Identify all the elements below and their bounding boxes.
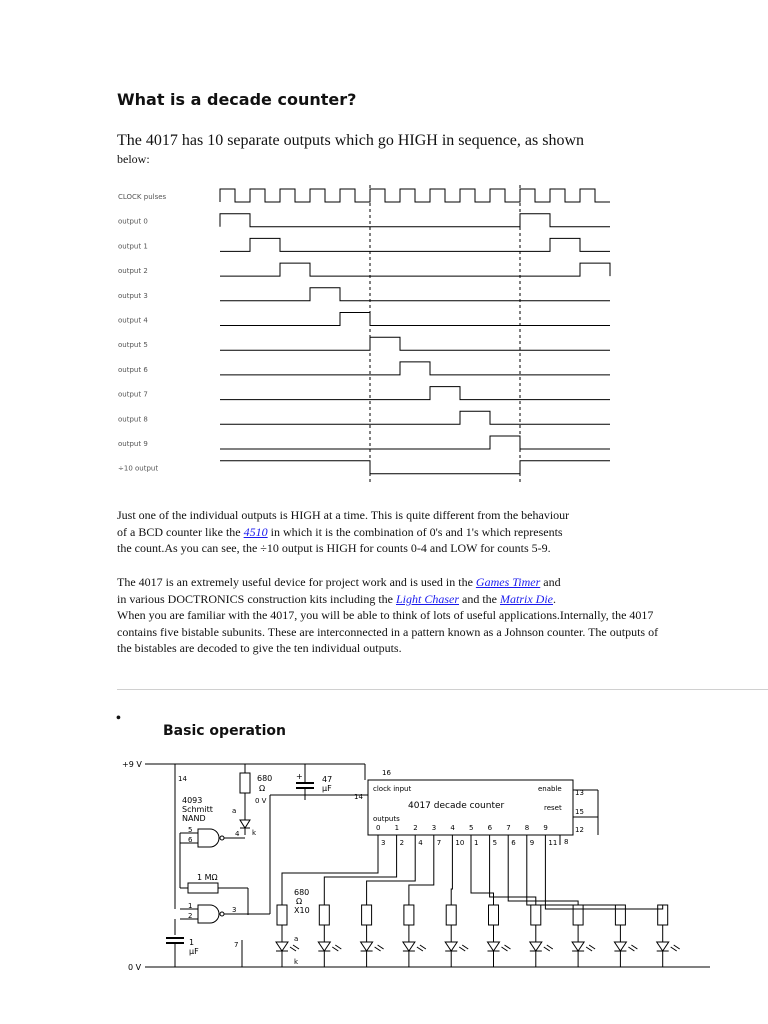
output-number: 7 [506, 824, 511, 832]
pin-number: 11 [548, 839, 558, 847]
gate-part: 4093 [182, 796, 203, 805]
chip-pin14: 14 [354, 793, 363, 801]
timing-label: output 1 [118, 242, 148, 251]
link-4510[interactable]: 4510 [243, 524, 268, 539]
output-wave [220, 387, 610, 400]
led-a-label: a [294, 935, 299, 943]
cap2-value: 1 [189, 938, 195, 947]
led-icon [445, 942, 457, 951]
chip-outputs-label: outputs [373, 815, 400, 823]
output-wire [451, 835, 452, 905]
intro-line: The 4017 has 10 separate outputs which go HIGH in sequence, as shown [117, 132, 585, 149]
rail-bottom-label: 0 V [128, 963, 142, 970]
intro-continuation: below: [117, 152, 150, 166]
g1-pin-b: 6 [188, 836, 193, 844]
output-resistor [489, 905, 499, 925]
led-icon [530, 942, 542, 951]
gate-led-a: a [232, 807, 237, 815]
link-games-timer[interactable]: Games Timer [475, 575, 541, 589]
pin-number: 1 [474, 839, 479, 847]
output-wave [220, 214, 610, 227]
output-number: 8 [524, 824, 530, 832]
pin-number: 6 [511, 839, 516, 847]
output-wave [220, 436, 610, 449]
para1-line2-pre: of a BCD counter like the [117, 524, 244, 539]
intro-text [117, 132, 677, 168]
light-rays-icon [290, 945, 299, 951]
circuit-outputs [276, 824, 680, 967]
para1-line3: the count.As you can see, the ÷10 output is HIGH for counts 0-4 and LOW for counts 5-9. [117, 541, 551, 555]
paragraph-bcd [117, 507, 662, 557]
out-r-count: X10 [294, 906, 310, 915]
timing-label: output 0 [118, 217, 148, 226]
output-number: 2 [413, 824, 418, 832]
nand-gate-2 [198, 905, 219, 923]
pin14-label: 14 [178, 775, 187, 783]
output-resistor [531, 905, 541, 925]
output-number: 6 [487, 824, 493, 832]
output-number: 4 [450, 824, 455, 832]
output-number: 3 [431, 824, 437, 832]
gate-type1: Schmitt [182, 805, 213, 814]
pin-number: 5 [492, 839, 498, 847]
chip-clock-label: clock input [373, 785, 412, 793]
pin-number: 9 [529, 839, 535, 847]
para1-line2-post: in which it is the combination of 0's and 1's which represents [267, 524, 563, 539]
chip-pin16: 16 [382, 769, 391, 777]
nand-gate-1-bubble [220, 836, 224, 840]
timing-label: output 8 [118, 415, 148, 424]
resistor-r1 [240, 773, 250, 793]
link-matrix-die[interactable]: Matrix Die [500, 591, 553, 606]
g1-pin-a: 5 [188, 826, 193, 834]
output-number: 9 [543, 824, 548, 832]
timing-label: output 2 [118, 267, 148, 276]
divide-ten-wave [220, 461, 610, 474]
led-icon [657, 942, 669, 951]
para2-rest: When you are familiar with the 4017, you will be able to think of lots of useful applications.Internally, the 4017 contains five bistable subunits. These are interconnected in a pattern known as a Johnson counter. The outputs of the bistables are decoded to give the ten individual outputs. [117, 608, 659, 655]
output-number: 0 [376, 824, 381, 832]
led-icon [276, 942, 288, 951]
r1-unit: Ω [259, 784, 266, 793]
link-light-chaser[interactable]: Light Chaser [395, 591, 459, 606]
para2-post1: and [540, 575, 561, 589]
page-title: What is a decade counter? [117, 90, 357, 109]
light-rays-icon [544, 945, 553, 951]
out-r-value: 680 [294, 888, 310, 897]
output-resistor [404, 905, 414, 925]
r1-value: 680 [257, 774, 273, 783]
timing-diagram [110, 180, 620, 495]
pin-number: 3 [381, 839, 386, 847]
output-wave [220, 313, 610, 326]
output-wave [220, 263, 610, 276]
g2-pin-out: 3 [232, 906, 237, 914]
light-rays-icon [375, 945, 384, 951]
timing-label: CLOCK pulses [118, 193, 167, 201]
led-icon [403, 942, 415, 951]
chip-pin8: 8 [564, 838, 569, 846]
chip-name: 4017 decade counter [408, 801, 505, 811]
nand-gate-1 [198, 829, 219, 847]
timing-label: output 4 [118, 316, 148, 325]
light-rays-icon [502, 945, 511, 951]
led-k-label: k [294, 958, 299, 966]
output-number: 5 [469, 824, 474, 832]
para2-mid2: and the [459, 591, 500, 606]
output-wire [324, 835, 396, 905]
output-resistor [446, 905, 456, 925]
output-resistor [277, 905, 287, 925]
led-icon [318, 942, 330, 951]
timing-label: output 6 [118, 365, 148, 374]
clock-wave [220, 189, 610, 202]
timing-label: output 5 [118, 341, 148, 350]
output-resistor [573, 905, 583, 925]
feedback-r-label: 1 MΩ [197, 873, 218, 882]
feedback-resistor [188, 883, 218, 893]
light-rays-icon [459, 945, 468, 951]
output-resistor [615, 905, 625, 925]
nand-gate-2-bubble [220, 912, 224, 916]
output-wire [367, 835, 416, 905]
para2-pre2: in various DOCTRONICS construction kits including the [117, 591, 396, 606]
gate-led-icon [240, 820, 250, 828]
output-wave [220, 238, 610, 251]
para2-post2: . [553, 591, 556, 606]
output-wire [527, 835, 621, 905]
timing-label: output 9 [118, 440, 148, 448]
output-wave [220, 362, 610, 375]
light-rays-icon [417, 945, 426, 951]
light-rays-icon [586, 945, 595, 951]
rail-top-label: +9 V [122, 760, 142, 769]
divider [117, 689, 768, 690]
cap1-unit: µF [322, 784, 332, 793]
timing-label: output 3 [118, 291, 148, 300]
g1-pin-out: 4 [235, 830, 240, 838]
led-icon [361, 942, 373, 951]
timing-labels [118, 193, 167, 473]
pin-number: 4 [418, 839, 423, 847]
pin-number: 7 [436, 839, 442, 847]
light-rays-icon [628, 945, 637, 951]
chip-reset-label: reset [544, 804, 562, 812]
gate-led-k: k [252, 829, 257, 837]
led-icon [614, 942, 626, 951]
output-wave [220, 337, 610, 350]
gate-type2: NAND [182, 814, 206, 823]
chip-enable-label: enable [538, 785, 562, 793]
light-rays-icon [671, 945, 680, 951]
cap1-plus: + [296, 772, 303, 781]
chip-pin13: 13 [575, 789, 584, 797]
para2-pre1: The 4017 is an extremely useful device for project work and is used in the [117, 575, 476, 589]
output-resistor [362, 905, 372, 925]
output-number: 1 [394, 824, 400, 832]
cap1-value: 47 [322, 775, 333, 784]
g2-pin-b: 2 [188, 912, 193, 920]
chip-pin12: 12 [575, 826, 584, 834]
zero-v-label: 0 V [255, 797, 267, 805]
output-wave [220, 411, 610, 424]
paragraph-applications [117, 574, 662, 657]
bullet: • [116, 711, 121, 726]
chip-pin15: 15 [575, 808, 584, 816]
pin-number: 10 [455, 839, 465, 847]
cap2-unit: µF [189, 947, 199, 956]
timing-label: output 7 [118, 390, 148, 399]
section-heading: Basic operation [163, 723, 286, 739]
output-wave [220, 288, 610, 301]
led-icon [572, 942, 584, 951]
output-wire [545, 835, 662, 909]
para1-line1: Just one of the individual outputs is HIGH at a time. This is quite different from the behaviour [117, 508, 570, 522]
output-resistor [319, 905, 329, 925]
timing-label: ÷10 output [118, 464, 159, 473]
circuit-diagram [110, 755, 720, 970]
g2-pin-a: 1 [188, 902, 193, 910]
light-rays-icon [332, 945, 341, 951]
pin-number: 2 [399, 839, 405, 847]
timing-waves [220, 185, 610, 484]
pin7-label: 7 [234, 941, 239, 949]
out-r-unit: Ω [296, 897, 303, 906]
led-icon [488, 942, 500, 951]
